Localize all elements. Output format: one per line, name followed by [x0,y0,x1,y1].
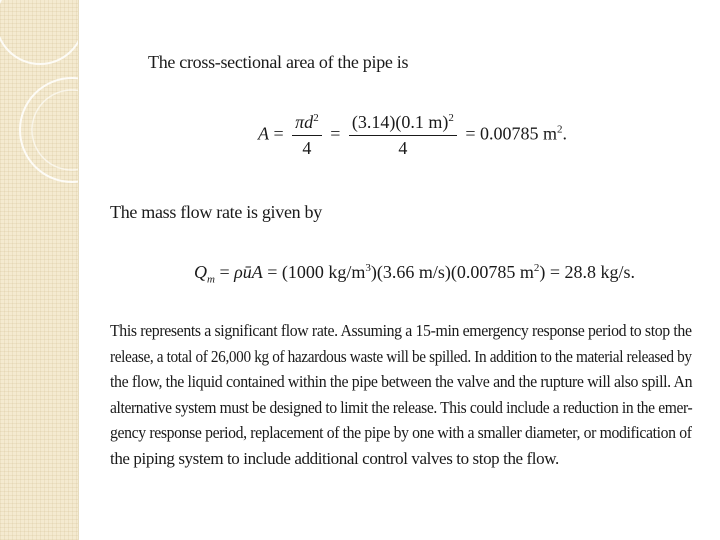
paragraph-line: This represents a significant flow rate. Assuming a 15-min emergency response period to stop the [110,321,692,340]
eq-mass-result: 28.8 kg/s. [564,262,636,282]
eq-area-f2-exp: 2 [448,112,454,124]
explanation-paragraph [110,318,692,471]
eq-mass-lhs-sub: m [207,273,215,286]
eq-mass-part3: ) [539,262,546,282]
paragraph-line: gency response period, replacement of the pipe by one with a smaller diameter, or modification of [110,423,692,442]
paragraph-line: the piping system to include additional control valves to stop the flow. [110,448,559,468]
area-equation: A = $\frac{\pi d^2}{4}$ = $\frac{(3.14)(0.1 m)^2}{4}$ = 0.00785 $m^2$. [258,112,567,158]
intro-area-text: The cross-sectional area of the pipe is [148,52,409,72]
eq-area-f1-den: 4 [302,138,312,158]
mass-flow-equation: $Q_m$ = ρūA = (1000 $kg/m^3)(3.66$ m/s)(0.00785 $m^2) = 28.8$ kg/s. [194,262,636,286]
paragraph-line: alternative system must be designed to limit the release. This could include a reduction in the emer- [110,397,693,417]
eq-area-fraction-2 [349,112,457,159]
eq-area-lhs: A [258,123,269,144]
eq-area-f1-num: πd [295,112,314,132]
paragraph-line: release, a total of 26,000 kg of hazardous waste will be spilled. In addition to the material released by [110,346,692,366]
paragraph-line: the flow, the liquid contained within the pipe between the valve and the rupture will also spill. An [110,372,693,391]
eq-mass-lhs: Q [194,262,207,282]
eq-mass-rhs-sym: ρūA [234,262,263,282]
decorative-side-band [0,0,79,540]
eq-mass-part1-exp: 3 [365,262,371,274]
eq-area-f2-num: (3.14)(0.1 m) [351,112,449,132]
eq-mass-part2: )(3.66 m/s)(0.00785 m [370,262,534,282]
eq-area-f1-exp: 2 [313,112,319,124]
eq-area-rhs-end: . [562,123,567,144]
eq-mass-part2-exp: 2 [533,262,540,274]
eq-area-rhs-exp: 2 [556,123,563,136]
decorative-circles-icon [0,0,78,540]
eq-mass-part1: (1000 kg/m [281,262,366,282]
intro-mass-text: The mass flow rate is given by [110,202,322,222]
eq-area-fraction-1 [292,112,322,159]
eq-area-rhs: = 0.00785 m [465,123,557,144]
eq-area-f2-den: 4 [398,138,408,158]
